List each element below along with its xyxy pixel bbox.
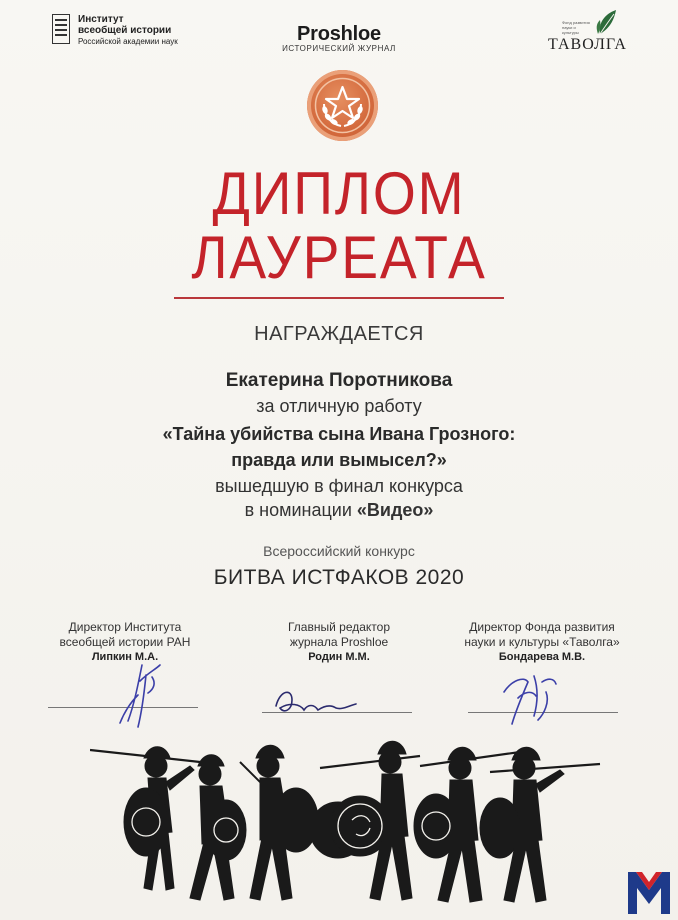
contest-name: БИТВА ИСТФАКОВ 2020	[213, 566, 465, 589]
for-work-text: за отличную работу	[256, 396, 422, 416]
recipient-name: Екатерина Поротникова	[225, 370, 453, 391]
signature-block-editor	[260, 620, 418, 665]
signature-role-line2: журнала Proshloe	[289, 635, 389, 649]
signature-role-line1: Главный редактор	[287, 620, 391, 634]
signature-name: Родин М.М.	[308, 651, 370, 663]
nomination-prefix: в номинации	[244, 500, 357, 520]
nomination-name: «Видео»	[356, 500, 434, 520]
greek-warriors-frieze	[90, 722, 610, 920]
tavolga-name: ТАВОЛГА	[548, 36, 627, 53]
diploma-title-line2: ЛАУРЕАТА	[191, 224, 487, 291]
finalist-text: вышедшую в финал конкурса	[215, 476, 463, 496]
proshloe-name: Proshloe	[297, 23, 381, 45]
star-laurel-icon	[307, 70, 378, 141]
signature-block-director-foundation	[450, 620, 634, 665]
signature-role-line1: Директор Института	[68, 620, 182, 634]
work-title-line2: правда или вымысел?»	[231, 450, 447, 470]
leaf-icon	[594, 8, 620, 36]
institute-name-line1: Институт	[78, 14, 124, 25]
signature-name: Липкин М.А.	[91, 651, 159, 663]
signature-name: Бондарева М.В.	[498, 651, 586, 663]
proshloe-subtitle: ИСТОРИЧЕСКИЙ ЖУРНАЛ	[282, 44, 396, 53]
tavolga-logo	[548, 8, 628, 56]
signature-role-line2: всеобщей истории РАН	[59, 635, 191, 649]
diploma-title-line1: ДИПЛОМ	[212, 160, 466, 227]
institute-name-line2: всеобщей истории	[78, 25, 172, 36]
tavolga-foundation-text: Фонд развития науки и культуры	[562, 20, 590, 35]
institute-name-line3: Российской академии наук	[78, 37, 178, 46]
medal-emblem	[307, 70, 378, 141]
signature-role-line1: Директор Фонда развития	[469, 620, 615, 634]
signature-role-line2: науки и культуры «Таволга»	[464, 635, 620, 649]
m-logo-icon	[626, 868, 672, 916]
title-divider	[174, 297, 504, 299]
awarded-label: НАГРАЖДАЕТСЯ	[254, 323, 424, 345]
handwritten-signature-2	[270, 680, 360, 720]
work-title-line1: «Тайна убийства сына Ивана Грозного:	[162, 424, 516, 444]
contest-label: Всероссийский конкурс	[263, 543, 415, 559]
nomination-text	[0, 500, 678, 521]
